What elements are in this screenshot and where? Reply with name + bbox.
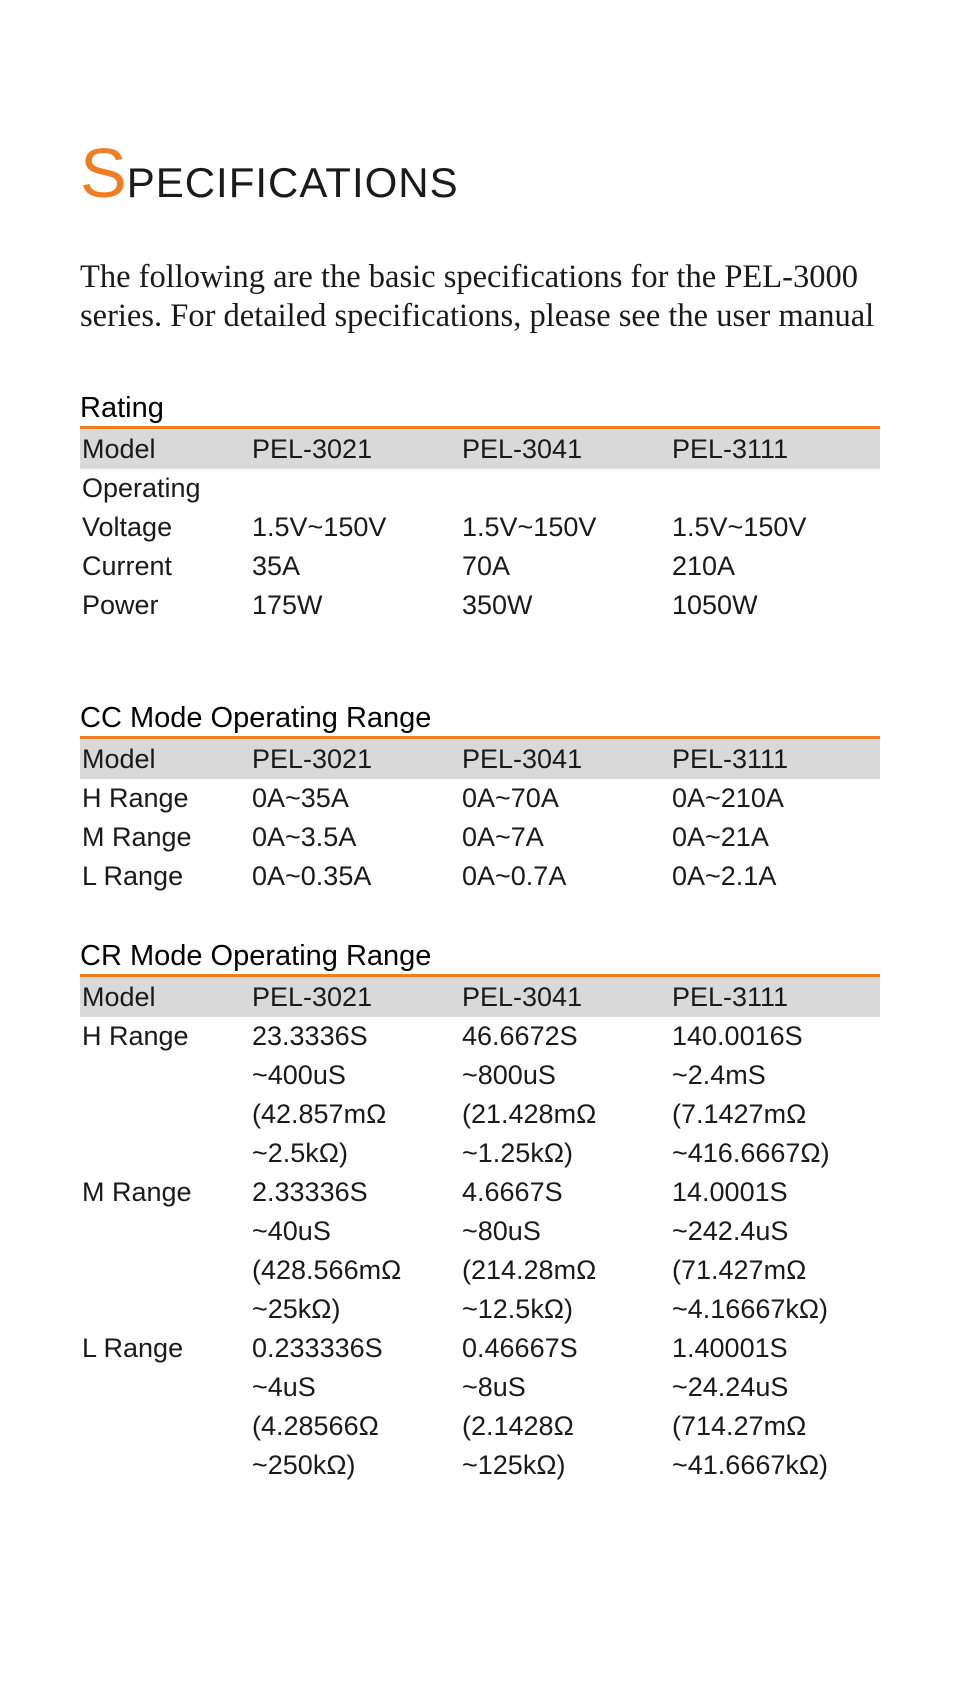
row-label: Power — [82, 590, 159, 620]
header-cell: PEL-3111 — [670, 739, 880, 779]
row-label: Operating — [82, 473, 201, 503]
cc-mode-heading: CC Mode Operating Range — [80, 700, 880, 739]
table-cell: 0A~3.5A — [252, 822, 357, 852]
table-cell: 1.5V~150V — [672, 512, 807, 542]
table-cell: 70A — [462, 551, 511, 581]
row-label: Current — [82, 551, 173, 581]
table-row — [80, 1173, 880, 1329]
table-cell: 0A~2.1A — [672, 861, 777, 891]
row-label: L Range — [82, 861, 184, 891]
table-row — [80, 508, 880, 547]
header-cell: PEL-3021 — [250, 429, 460, 469]
header-cell: PEL-3041 — [460, 429, 670, 469]
header-cell: PEL-3041 — [460, 739, 670, 779]
intro-paragraph: The following are the basic specifications for the PEL-3000 series. For detailed specifications, please see the user manual — [80, 259, 875, 334]
cc-mode-section — [80, 700, 880, 896]
table-cell: 2.33336S ~40uS (428.566mΩ ~25kΩ) — [252, 1177, 402, 1324]
row-label: Voltage — [82, 512, 173, 542]
table-header-row — [80, 429, 880, 469]
table-row — [80, 857, 880, 896]
table-header-row — [80, 977, 880, 1017]
page-title-rest: PECIFICATIONS — [126, 159, 459, 206]
table-cell: 4.6667S ~80uS (214.28mΩ ~12.5kΩ) — [462, 1177, 597, 1324]
header-cell: Model — [80, 429, 250, 469]
table-header-row — [80, 739, 880, 779]
table-cell: 175W — [252, 590, 323, 620]
rating-heading: Rating — [80, 390, 880, 429]
row-label: M Range — [82, 1177, 192, 1207]
table-cell: 0A~0.7A — [462, 861, 567, 891]
table-cell: 23.3336S ~400uS (42.857mΩ ~2.5kΩ) — [252, 1021, 387, 1168]
table-cell: 35A — [252, 551, 301, 581]
header-cell: PEL-3021 — [250, 739, 460, 779]
table-cell: 14.0001S ~242.4uS (71.427mΩ ~4.16667kΩ) — [672, 1177, 829, 1324]
table-cell: 210A — [672, 551, 736, 581]
table-row — [80, 586, 880, 625]
header-cell: PEL-3111 — [670, 977, 880, 1017]
table-row — [80, 469, 880, 508]
row-label: L Range — [82, 1333, 184, 1363]
rating-table — [80, 429, 880, 625]
table-cell: 1.5V~150V — [462, 512, 597, 542]
cc-mode-table — [80, 739, 880, 896]
row-label: M Range — [82, 822, 192, 852]
table-cell: 0A~21A — [672, 822, 769, 852]
header-cell: PEL-3111 — [670, 429, 880, 469]
page-title — [80, 134, 459, 212]
header-cell: Model — [80, 977, 250, 1017]
header-cell: PEL-3041 — [460, 977, 670, 1017]
table-cell: 0.233336S ~4uS (4.28566Ω ~250kΩ) — [252, 1333, 383, 1480]
table-row — [80, 818, 880, 857]
row-label: H Range — [82, 783, 189, 813]
table-cell: 46.6672S ~800uS (21.428mΩ ~1.25kΩ) — [462, 1021, 597, 1168]
table-cell: 140.0016S ~2.4mS (7.1427mΩ ~416.6667Ω) — [672, 1021, 830, 1168]
cr-mode-heading: CR Mode Operating Range — [80, 938, 880, 977]
table-row — [80, 547, 880, 586]
rating-section — [80, 390, 880, 625]
cr-mode-section — [80, 938, 880, 1485]
table-cell: 1.5V~150V — [252, 512, 387, 542]
table-row — [80, 1017, 880, 1173]
row-label: H Range — [82, 1021, 189, 1051]
header-cell: PEL-3021 — [250, 977, 460, 1017]
table-cell: 0A~0.35A — [252, 861, 372, 891]
table-cell: 0.46667S ~8uS (2.1428Ω ~125kΩ) — [462, 1333, 578, 1480]
table-cell: 1.40001S ~24.24uS (714.27mΩ ~41.6667kΩ) — [672, 1333, 829, 1480]
table-cell: 350W — [462, 590, 533, 620]
table-cell: 1050W — [672, 590, 758, 620]
page-title-initial: S — [80, 134, 127, 212]
table-row — [80, 1329, 880, 1485]
table-cell: 0A~7A — [462, 822, 544, 852]
table-cell: 0A~210A — [672, 783, 784, 813]
cr-mode-table — [80, 977, 880, 1485]
table-cell: 0A~70A — [462, 783, 559, 813]
table-row — [80, 779, 880, 818]
header-cell: Model — [80, 739, 250, 779]
table-cell: 0A~35A — [252, 783, 349, 813]
